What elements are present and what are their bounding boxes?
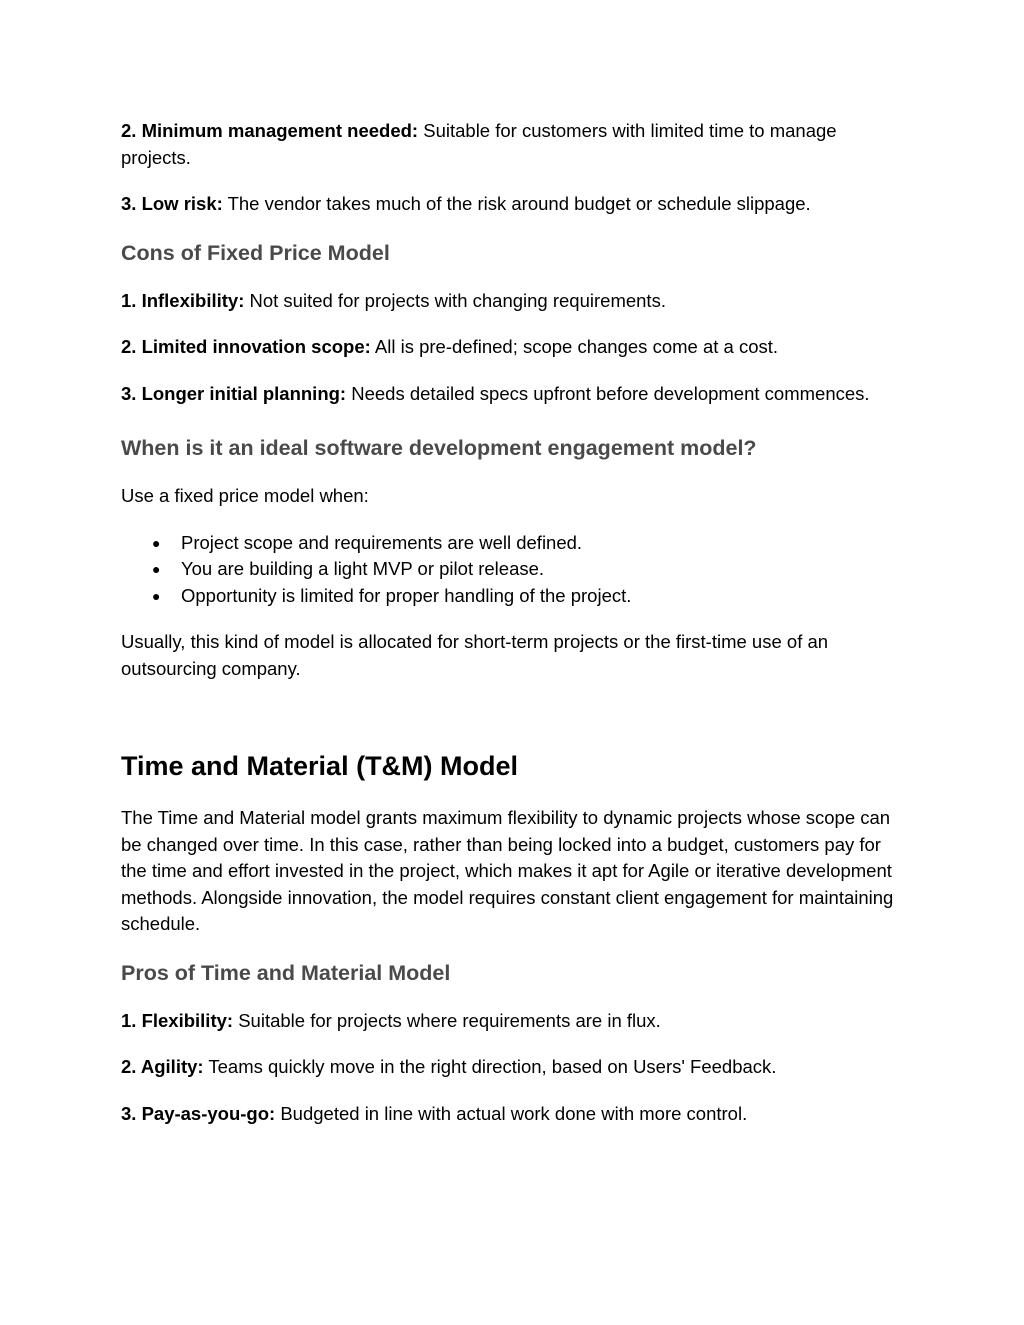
pro-label: 2. Minimum management needed: (121, 120, 419, 141)
fixed-price-pro-item (121, 191, 911, 218)
list-item-text: You are building a light MVP or pilot release. (181, 558, 545, 579)
list-item-text: Opportunity is limited for proper handling of the project. (181, 584, 632, 606)
ideal-summary: Usually, this kind of model is allocated for short-term projects or the first-time use of an outsourcing company. (121, 631, 829, 679)
pro-text: Budgeted in line with actual work done with more control. (275, 1102, 748, 1124)
tm-pro-item (121, 1101, 911, 1128)
con-text: Needs detailed specs upfront before development commences. (346, 382, 870, 404)
pro-label: 1. Flexibility: (121, 1009, 234, 1031)
tm-pro-item (121, 1054, 911, 1081)
con-text: Not suited for projects with changing requirements. (244, 289, 666, 311)
list-item-text: Project scope and requirements are well defined. (181, 531, 583, 553)
con-item (121, 288, 911, 315)
pro-label: 3. Pay-as-you-go: (121, 1102, 276, 1124)
pro-label: 3. Low risk: (121, 193, 223, 214)
bullet-icon: ● (152, 587, 161, 604)
ideal-intro: Use a fixed price model when: (121, 485, 369, 506)
pro-text: Teams quickly move in the right direction, based on Users' Feedback. (203, 1056, 777, 1077)
con-label: 1. Inflexibility: (121, 289, 245, 311)
tm-heading: Time and Material (T&M) Model (121, 751, 519, 781)
con-item (121, 381, 911, 408)
con-text: All is pre-defined; scope changes come at a cost. (370, 336, 779, 357)
tm-intro: The Time and Material model grants maximum flexibility to dynamic projects whose scope can be changed over time. In this case, rather than being locked into a budget, customers pay for the time and effort invested in the project, which makes it apt for Agile or iterative development methods. Alongside innovation, the model requires constant client engagement for maintaining schedule. (121, 807, 894, 934)
pro-text: The vendor takes much of the risk around budget or schedule slippage. (222, 193, 811, 214)
tm-pros-heading: Pros of Time and Material Model (121, 960, 451, 985)
tm-pro-item (121, 1008, 911, 1035)
con-label: 3. Longer initial planning: (121, 382, 347, 404)
bullet-icon: ● (152, 534, 161, 551)
con-item (121, 334, 911, 361)
bullet-icon: ● (152, 561, 161, 577)
pro-label: 2. Agility: (121, 1056, 204, 1077)
ideal-list (121, 530, 911, 610)
pro-text: Suitable for projects where requirements are in flux. (233, 1009, 661, 1031)
list-item (121, 583, 911, 610)
pro-text: Suitable for customers with limited time to manage projects. (121, 120, 837, 168)
fixed-price-pro-item (121, 118, 911, 171)
con-label: 2. Limited innovation scope: (121, 336, 371, 357)
ideal-heading: When is it an ideal software development engagement model? (121, 436, 757, 460)
list-item (121, 530, 911, 557)
document-page (121, 118, 911, 1147)
list-item (121, 556, 911, 583)
cons-heading: Cons of Fixed Price Model (121, 240, 390, 265)
